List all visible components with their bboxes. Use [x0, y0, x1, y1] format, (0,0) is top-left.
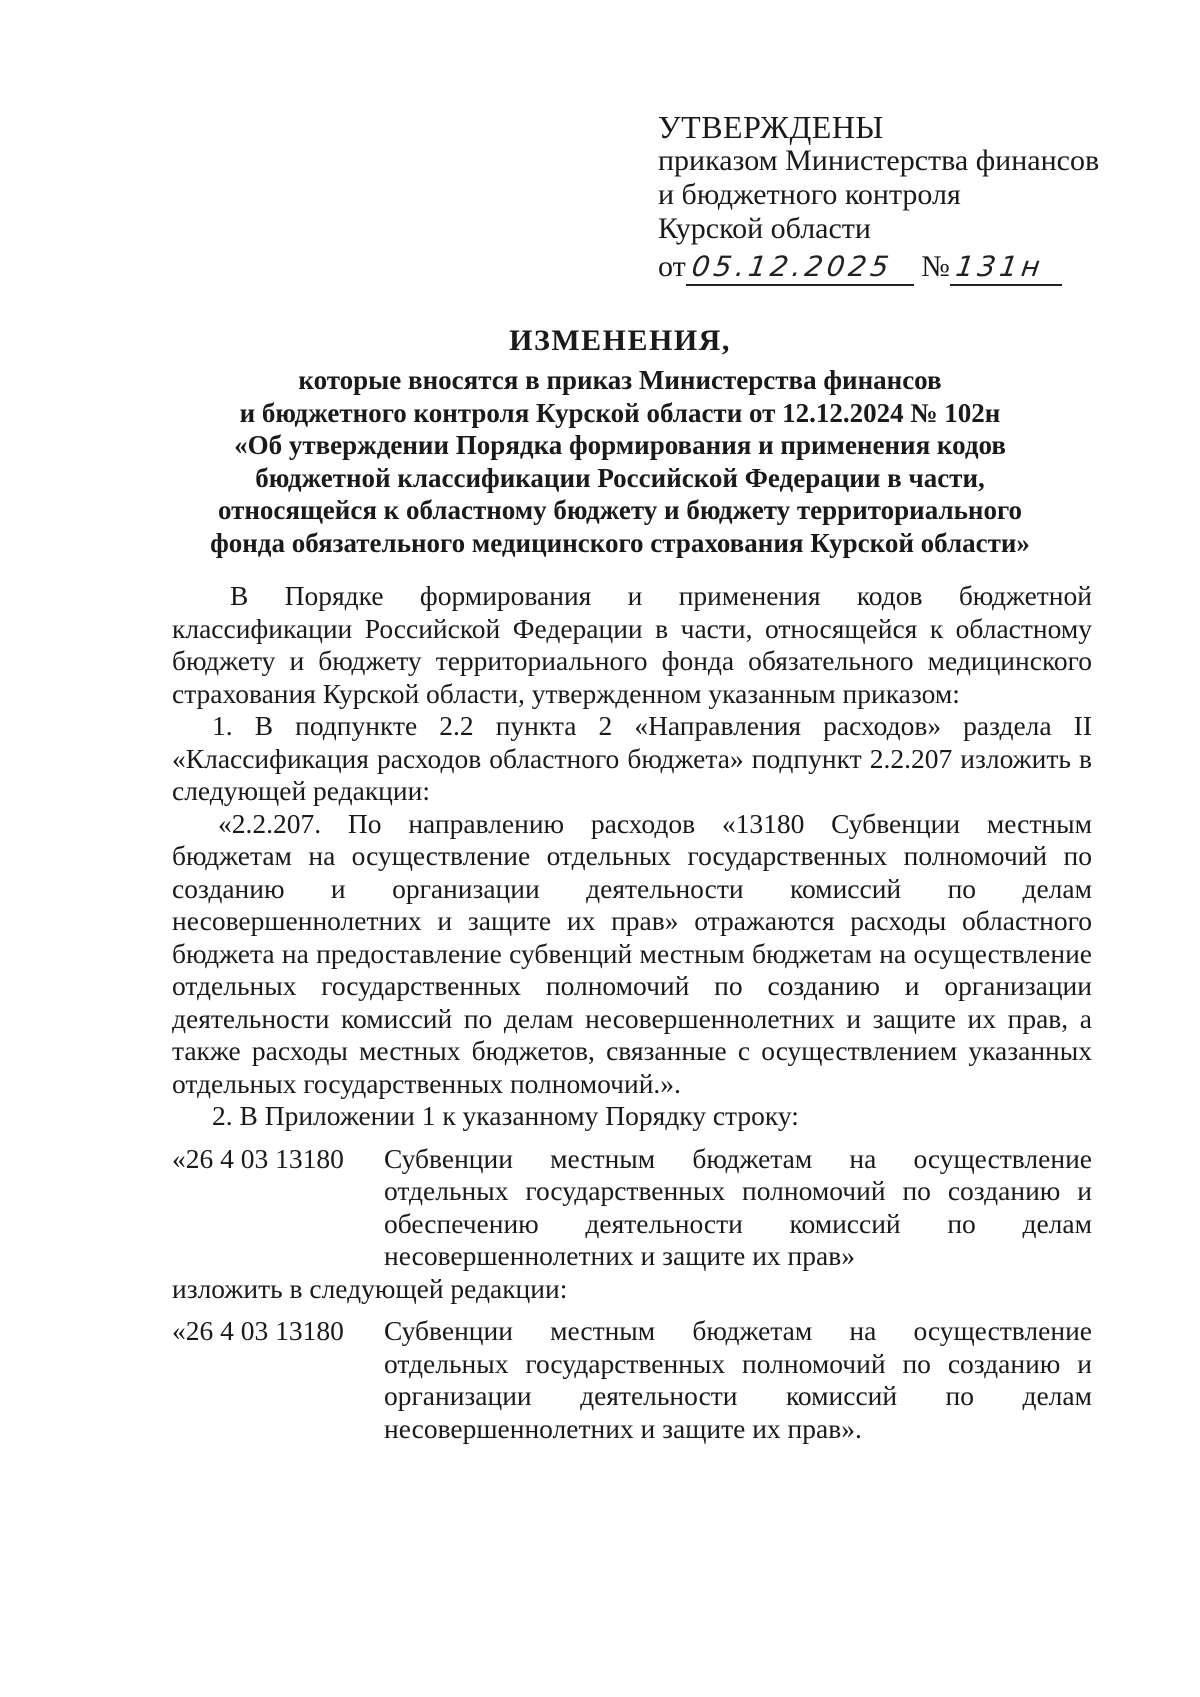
- heading-line: относящейся к областному бюджету и бюджету территориального: [217, 495, 1023, 525]
- old-row-code: «26 4 03 13180: [172, 1142, 344, 1174]
- approval-line-3: Курской области: [658, 212, 871, 245]
- item-1: 1. В подпункте 2.2 пункта 2 «Направления расходов» раздела II «Классификация расходов областного бюджета» подпункт 2.2.207 изложить в следующей редакции:: [172, 710, 1092, 806]
- number-label: №: [921, 250, 950, 283]
- heading-line: фонда обязательного медицинского страхования Курской области»: [210, 527, 1030, 558]
- document-body: [172, 580, 1092, 1445]
- new-code-row: [172, 1315, 1092, 1445]
- item-1-quote: «2.2.207. По направлению расходов «13180 Субвенции местным бюджетам на осуществление отдельных государственных полномочий по созданию и организации деятельности комиссий по делам несовершеннолетних и защите их прав» отражаются расходы областного бюджета на предоставление субвенций местным бюджетам на осуществление отдельных государственных полномочий по созданию и организации деятельности комиссий по делам несовершеннолетних и защите их прав, а также расходы местных бюджетов, связанные с осуществлением указанных отдельных государственных полномочий.».: [172, 807, 1092, 1099]
- heading-title: ИЗМЕНЕНИЯ,: [509, 324, 731, 357]
- old-row-text: Субвенции местным бюджетам на осуществление отдельных государственных полномочий по созданию и обеспечению деятельности комиссий по делам несовершеннолетних и защите их прав»: [384, 1142, 1092, 1271]
- handwritten-number: 131н: [953, 250, 1046, 283]
- intro-paragraph: В Порядке формирования и применения кодов бюджетной классификации Российской Федерации в части, относящейся к областному бюджету и бюджету территориального фонда обязательного медицинского страхования Курской области, утвержденном указанным приказом:: [172, 580, 1092, 709]
- approval-line-2: и бюджетного контроля: [658, 178, 961, 211]
- approval-line-1: приказом Министерства финансов: [658, 144, 1100, 177]
- approved-label: УТВЕРЖДЕНЫ: [658, 109, 884, 145]
- heading-line: бюджетной классификации Российской Федерации в части,: [255, 462, 985, 493]
- middle-instruction: изложить в следующей редакции:: [172, 1272, 568, 1304]
- handwritten-date: 05.12.2025: [689, 250, 895, 283]
- date-field: [686, 250, 914, 286]
- number-field: [950, 250, 1062, 286]
- item-2: 2. В Приложении 1 к указанному Порядку строку:: [212, 1100, 799, 1131]
- new-row-text: Субвенции местным бюджетам на осуществление отдельных государственных полномочий по созданию и организации деятельности комиссий по делам несовершеннолетних и защите их прав».: [384, 1315, 1092, 1444]
- from-label: от: [658, 250, 686, 283]
- document-heading: [180, 322, 1060, 559]
- new-row-code: «26 4 03 13180: [172, 1315, 344, 1346]
- old-code-row: [172, 1143, 1092, 1273]
- heading-line: которые вносятся в приказ Министерства финансов: [298, 365, 942, 395]
- heading-line: «Об утверждении Порядка формирования и применения кодов: [234, 430, 1006, 460]
- heading-line: и бюджетного контроля Курской области от 12.12.2024 № 102н: [239, 397, 1001, 428]
- order-date-number: [658, 250, 1099, 286]
- approval-block: [658, 110, 1099, 286]
